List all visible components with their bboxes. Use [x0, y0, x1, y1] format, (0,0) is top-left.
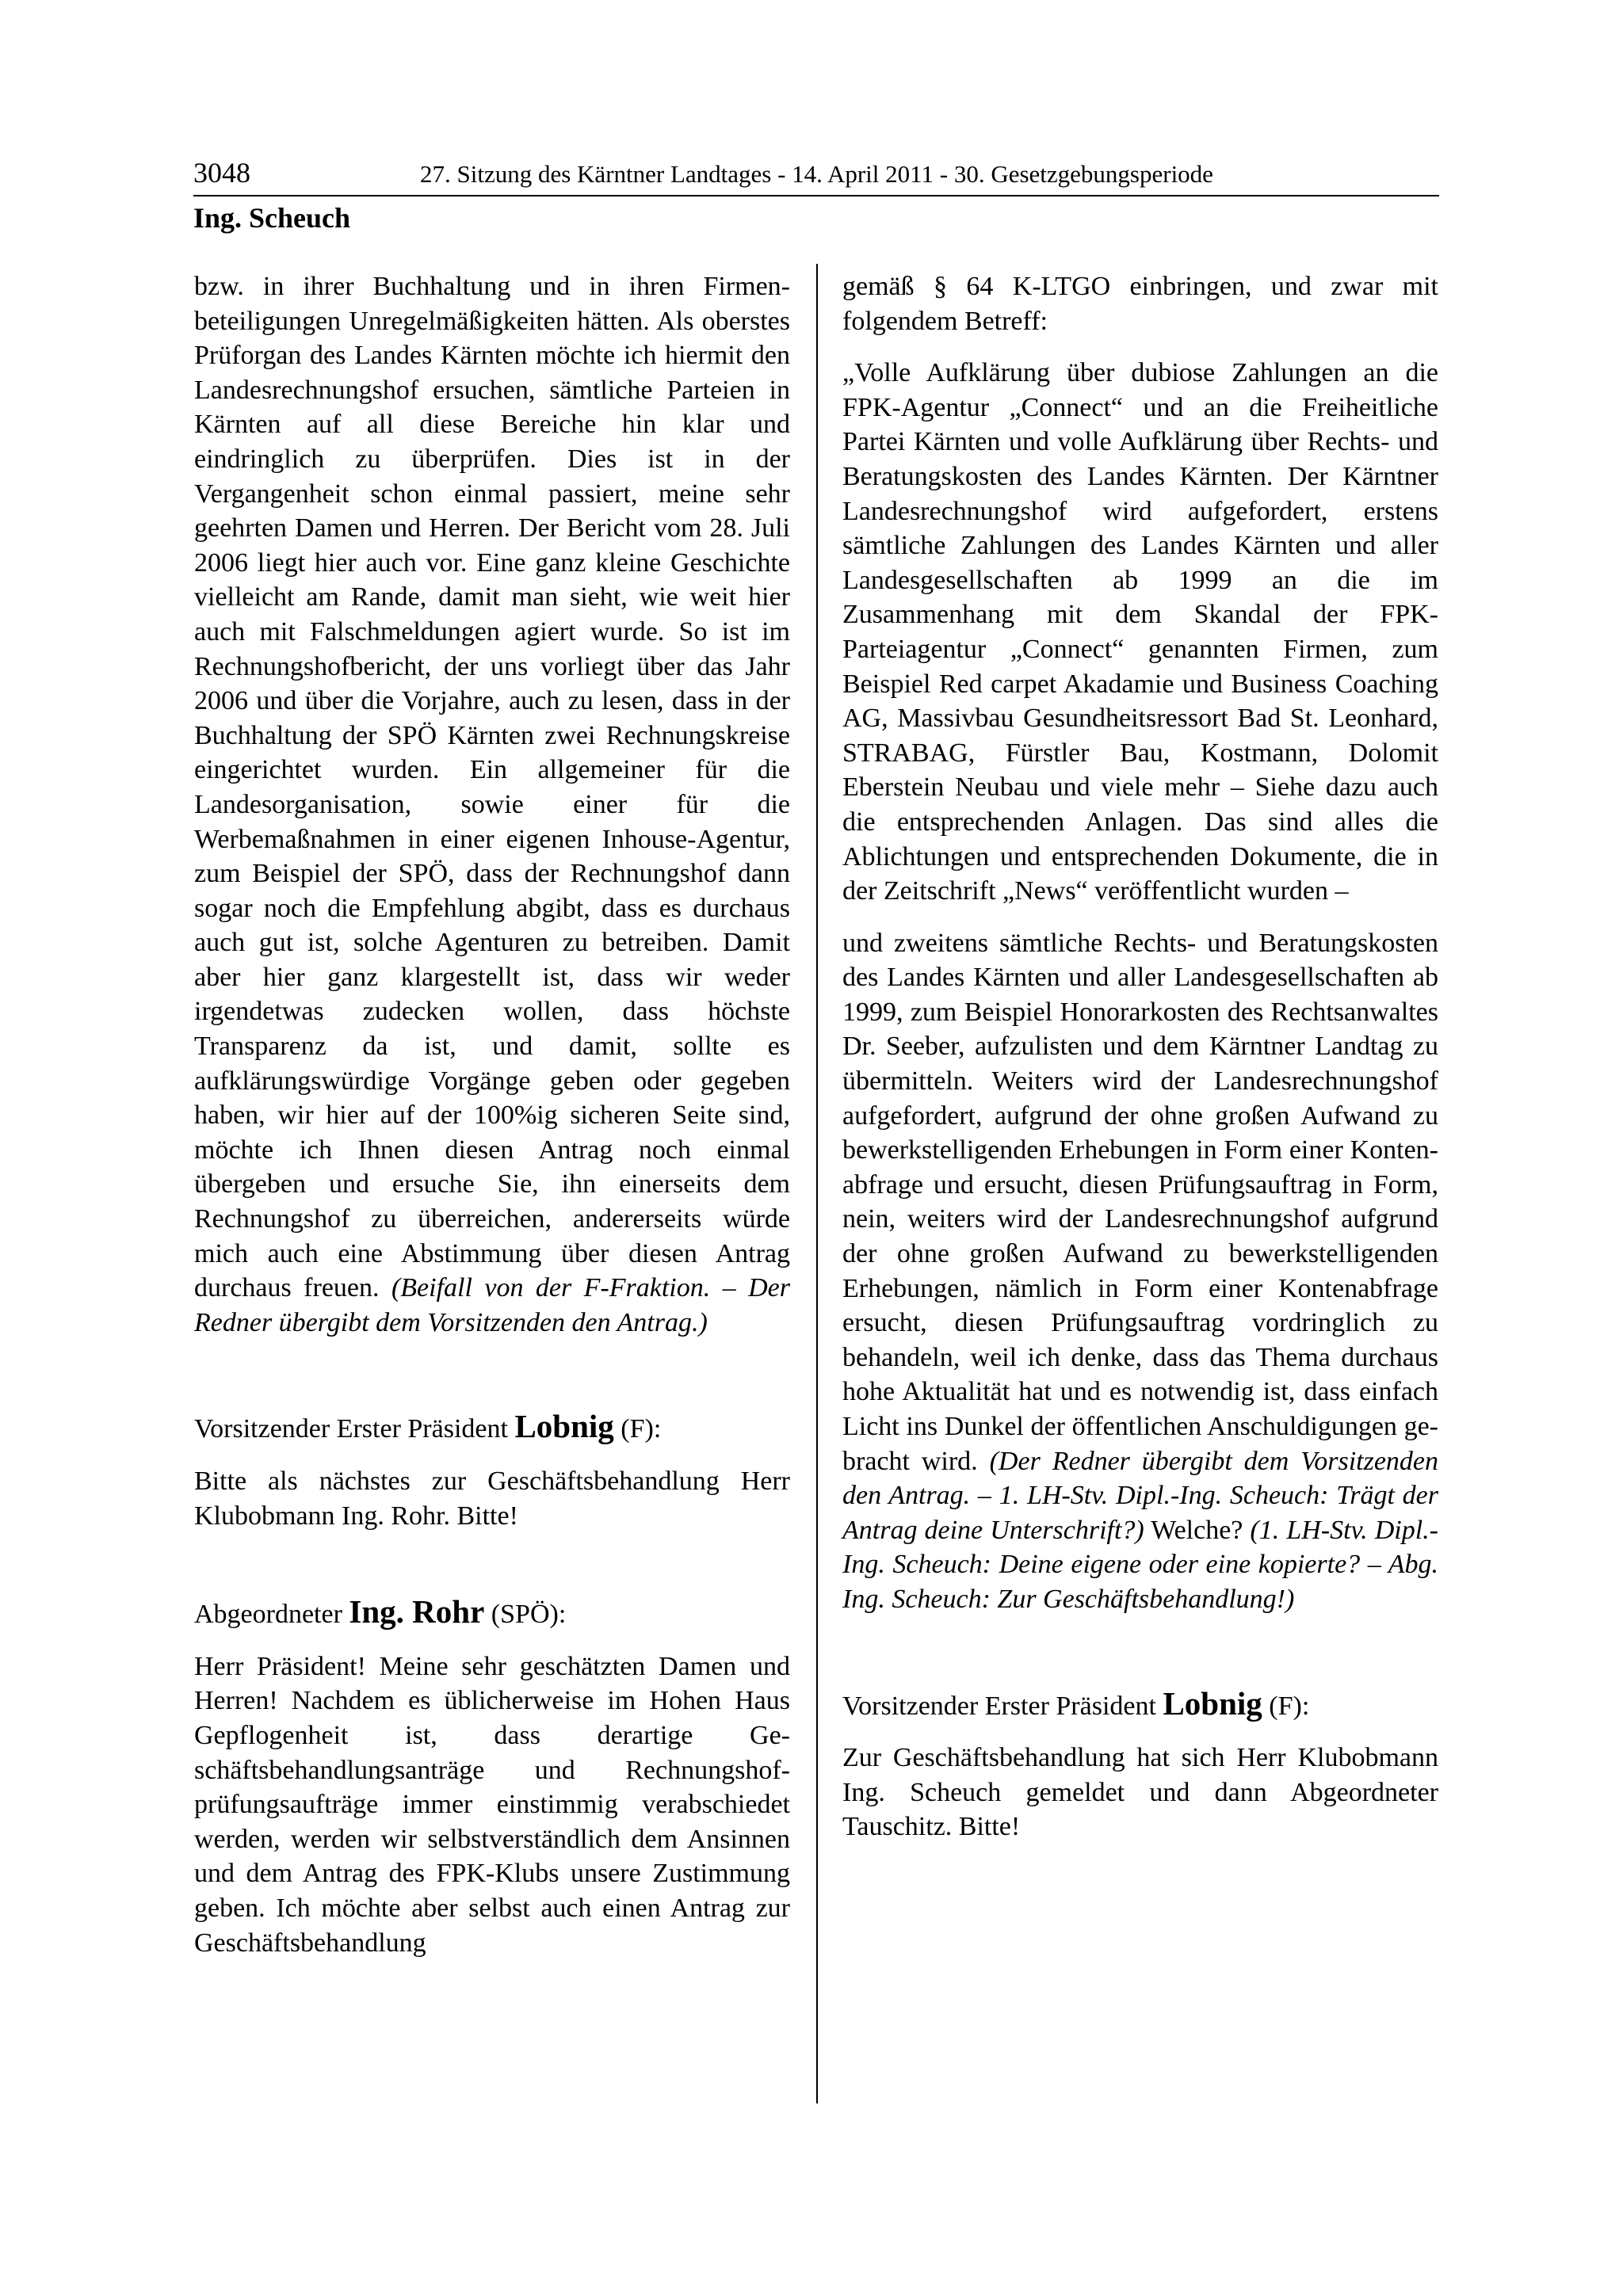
speaker-heading: Ing. Scheuch — [193, 202, 351, 234]
speaker-party: (F): — [613, 1414, 662, 1444]
speaker-party: (SPÖ): — [484, 1600, 567, 1630]
interjection: (Der Redner übergibt dem Vorsitzenden den Antrag. – 1. LH-Stv. Dipl.-Ing. Scheuch: Trägt der Antrag deine Unterschrift?) — [842, 1446, 1439, 1545]
speaker-role: Abgeordneter — [194, 1600, 349, 1630]
paragraph-text: Welche? — [1144, 1515, 1251, 1545]
speaker-role: Vorsitzender Erster Präsident — [842, 1691, 1163, 1721]
speaker-name: Lobnig — [1163, 1684, 1262, 1722]
paragraph: gemäß § 64 K-LTGO einbringen, und zwar mit folgendem Betreff: — [842, 272, 1438, 336]
speaker-line — [194, 1409, 790, 1447]
speaker-line — [842, 1684, 1438, 1724]
paragraph: Zur Geschäftsbehandlung hat sich Herr Klubobmann Ing. Scheuch gemeldet und dann Abgeordneter Tauschitz. Bitte! — [842, 1743, 1438, 1842]
paragraph: „Volle Aufklärung über dubiose Zahlungen an die FPK-Agentur „Connect“ und an die Freiheitliche Partei Kärnten und volle Aufklärung über Rechts- und Beratungskosten des Landes Kärnten. Der Kärntner Landesrechnungshof wird aufgefordert, erstens sämtliche Zahlungen des Landes Kärnten und aller Landesgesellschaften ab 1999 an die im Zusammenhang mit dem Skandal der FPK-Parteiagentur „Connect“ genannten Firmen, zum Beispiel Red carpet Akadamie und Business Coaching AG, Massivbau Gesundheitsressort Bad St. Leonhard, STRABAG, Fürstler Bau, Kostmann, Dolomit Eberstein Neubau und viele mehr – Siehe dazu auch die entsprechenden Anlagen. Das sind alles die Ablichtungen und entsprechenden Dokumente, die in der Zeitschrift „News“ veröffentlicht wurden – — [842, 358, 1438, 906]
paragraph: Herr Präsident! Meine sehr geschätzten Damen und Herren! Nachdem es üblicherweise im Hohen Haus Gepflogenheit ist, dass derartige Geschäftsbehandlungsanträge und Rechnungshofprüfungsaufträge immer einstimmig verabschiedet werden, werden wir selbstverständlich dem Ansinnen und dem Antrag des FPK-Klubs unsere Zustimmung geben. Ich möchte aber selbst auch einen Antrag zur Geschäftsbehandlung — [194, 1651, 790, 1958]
speaker-line — [194, 1595, 790, 1632]
paragraph — [842, 926, 1438, 1617]
speaker-name: Lobnig — [514, 1408, 614, 1445]
paragraph-text: bzw. in ihrer Buchhaltung und in ihren Firmenbeteiligungen Unregelmäßigkeiten hätten. Als oberstes Prüforgan des Landes Kärnten möchte ich hiermit den Landesrechnungshof ersuchen, sämtliche Parteien in Kärnten auf all diese Bereiche hin klar und eindringlich zu überprüfen. Dies ist in der Vergangenheit schon einmal passiert, meine sehr geehrten Damen und Herren. Der Bericht vom 28. Juli 2006 liegt hier auch vor. Eine ganz kleine Geschichte vielleicht am Rande, damit man sieht, wie weit hier auch mit Falschmeldungen agiert wurde. So ist im Rechnungshofbericht, der uns vorliegt über das Jahr 2006 und über die Vorjahre, auch zu lesen, dass in der Buchhaltung der SPÖ Kärnten zwei Rechnungskreise eingerichtet wurden. Ein allgemeiner für die Landesorganisation, sowie einer für die Werbemaßnahmen in einer eigenen Inhouse-Agentur, zum Beispiel der SPÖ, dass der Rechnungshof dann sogar noch die Empfehlung abgibt, dass es durchaus auch gut ist, solche Agenturen zu betreiben. Damit aber hier ganz klargestellt ist, dass wir weder irgendetwas zudecken wollen, dass höchste Transparenz da ist, und damit, sollte es aufklärungswürdige Vorgänge geben oder gegeben haben, wir hier auf der 100%ig sicheren Seite sind, möchte ich Ihnen diesen Antrag noch einmal übergeben und ersuche Sie, ihn einerseits dem Rechnungshof zu überreichen, andererseits würde mich auch eine Abstimmung über diesen Antrag durchaus freuen. — [194, 272, 790, 1303]
paragraph: Bitte als nächstes zur Geschäftsbehandlung Herr Klubobmann Ing. Rohr. Bitte! — [194, 1466, 790, 1531]
speaker-name: Ing. Rohr — [349, 1593, 485, 1630]
right-column — [842, 269, 1438, 1844]
interjection: (Beifall von der F-Fraktion. – Der Redner übergibt dem Vorsitzenden den Antrag.) — [194, 1273, 790, 1337]
page-number: 3048 — [193, 157, 250, 189]
paragraph-text: und zweitens sämtliche Rechts- und Beratungskosten des Landes Kärnten und aller Landesgesellschaften ab 1999, zum Beispiel Honorarkosten des Rechtsanwaltes Dr. Seeber, aufzulisten und dem Kärntner Landtag zu übermitteln. Weiters wird der Landesrechnungshof aufgefordert, aufgrund der ohne großen Aufwand zu bewerkstelligenden Erhebungen in Form einer Kontenabfrage und ersucht, diesen Prüfungsauftrag in Form, nein, weiters wird der Landesrechnungshof aufgrund der ohne großen Aufwand zu bewerkstelligenden Erhebungen, nämlich in Form einer Kontenabfrage ersucht, diesen Prüfungsauftrag vordringlich zu behandeln, weil ich denke, dass das Thema durchaus hohe Aktualität hat und es notwendig ist, dass einfach Licht ins Dunkel der öffentlichen Anschuldigungen gebracht wird. — [842, 928, 1438, 1476]
interjection: (1. LH-Stv. Dipl.-Ing. Scheuch: Deine eigene oder eine kopierte? – Abg. Ing. Scheuch: Zur Geschäftsbehandlung!) — [842, 1515, 1438, 1614]
column-divider — [816, 264, 818, 2103]
paragraph — [194, 269, 790, 1340]
speaker-role: Vorsitzender Erster Präsident — [194, 1414, 515, 1444]
header-rule — [193, 195, 1439, 196]
left-column — [194, 269, 790, 1960]
speaker-party: (F): — [1262, 1691, 1310, 1721]
running-header: 27. Sitzung des Kärntner Landtages - 14. April 2011 - 30. Gesetzgebungsperiode — [420, 160, 1213, 188]
